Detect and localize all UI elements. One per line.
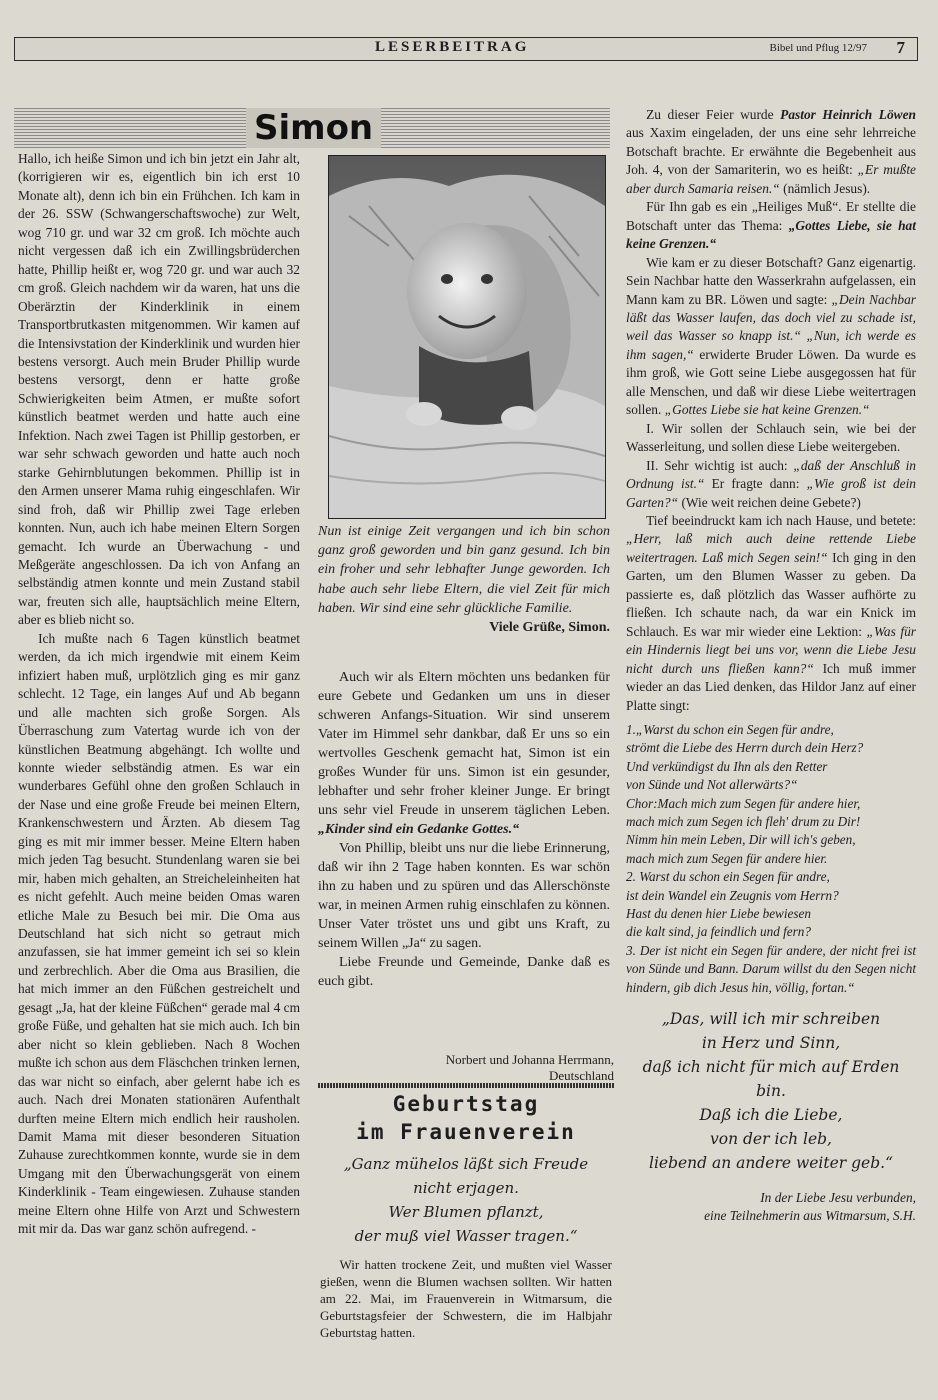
authors — [318, 1052, 614, 1084]
birthday-box — [318, 1090, 614, 1354]
quote: „Was für ein Hindernis liegt bei uns vor, wenn die Liebe Jesu nicht durch uns fließen kann?“ — [626, 623, 916, 676]
paragraph — [626, 457, 916, 512]
text: (Wie weit reichen deine Gebete?) — [681, 494, 861, 510]
song-line: 3. Der ist nicht ein Segen für andere, der nicht frei ist von Sünde und Bann. Darum willst du den Segen nicht hindern, gib dich Jesus hin, völlig, fortan.“ — [626, 942, 916, 995]
closing-line: In der Liebe Jesu verbunden, — [760, 1190, 916, 1206]
song-line: Und verkündigst du Ihn als den Retter — [626, 758, 828, 774]
poem-line: liebend an andere weiter geb.“ — [649, 1154, 893, 1173]
article-title: Simon — [246, 108, 381, 148]
title-band — [14, 108, 610, 148]
emphasis: „Kinder sind ein Gedanke Gottes.“ — [318, 822, 520, 837]
box-title-line-2: im Frauenverein — [356, 1120, 576, 1144]
paragraph — [318, 668, 610, 839]
text: II. Sehr wichtig ist auch: — [646, 457, 788, 473]
poem-line: in Herz und Sinn, — [701, 1034, 841, 1053]
column-1 — [18, 150, 300, 1239]
quote-line: „Ganz mühelos läßt sich Freude — [343, 1155, 589, 1173]
closing-line: eine Teilnehmerin aus Witmarsum, S.H. — [704, 1208, 916, 1224]
text: Zu dieser Feier wurde — [646, 107, 774, 122]
song-line: ist dein Wandel ein Zeugnis vom Herrn? — [626, 887, 839, 903]
text: Ich muß immer wieder an das Lied denken, das Hildor Janz auf einer Platte singt: — [626, 660, 916, 713]
paragraph — [626, 198, 916, 253]
text: Ich ging in den Garten, um den Blumen Wasser zu geben. Da passierte es, daß plötzlich das Wasser aufhörte zu fließen. Ich schaute nach, da war ein Knick im Schlauch. Es war mir wieder eine Lektion: — [626, 549, 916, 639]
song-line: mach mich zum Segen ich fleh' drum zu Dir! — [626, 813, 861, 829]
pastor-name: Pastor Heinrich Löwen — [780, 107, 916, 122]
box-divider — [318, 1083, 614, 1088]
poem-line: Daß ich die Liebe, — [699, 1106, 843, 1125]
text: Tief beeindruckt kam ich nach Hause, und betete: — [646, 512, 916, 528]
column-3 — [626, 106, 916, 1225]
paragraph: I. Wir sollen der Schlauch sein, wie bei der Wasserleitung, und sollen diese Liebe weitergeben. — [626, 420, 916, 455]
quote: „Er mußte aber durch Samaria reisen.“ — [626, 162, 916, 196]
paragraph: Hallo, ich heiße Simon und ich bin jetzt ein Jahr alt, (korrigieren wir es, eigentlich bin ich erst 10 Monate alt), denn ich bin ein Frühchen. Ich kam in der 26. SSW (Schwangerschaftswoche) zur Welt, wog 710 gr. und war 32 cm groß. Ich möchte auch nicht vergessen daß ich ein Zwillingsbrüderchen hatte, Phillip heißt er, wog 720 gr. und war auch 32 cm groß. Gleich nachdem wir da waren, hat uns die Oberärztin der Kinderklinik in einem Transportbrutkasten mitgenommen. Wir kamen auf die Intensivstation der Kinderklinik und wurden hier bestens versorgt. Auch mein Bruder Phillip wurde bestens versorgt, denn er hatte große Schwierigkeiten beim Atmen, er mußte sofort künstlich beatmet werden und hatte auch eine Infektion. Nach zwei Tagen ist Phillip gestorben, er war sehr schwach geworden und hatte auch noch starke Gehirnblutungen bekommen. Phillip ist in den Armen unserer Mama ruhig eingeschlafen. Wir sind froh, daß wir Phillip zwei Tage erleben konnten. Nun, auch ich habe meinen Eltern Sorgen gemacht. Ich wurde an Überwachung - und Meßgeräte angeschlossen. Da ich von Anfang an selbständig atmen konnte und mein Zustand stabil war, freuten sich alle, hauptsächlich meine Eltern, aber es blieb nicht so. — [18, 151, 300, 628]
song-line: 1.„Warst du schon ein Segen für andre, — [626, 721, 834, 737]
poem-line: „Das, will ich mir schreiben — [661, 1010, 881, 1029]
box-title-line-1: Geburtstag — [392, 1092, 540, 1116]
poem-line: daß ich nicht für mich auf Erden bin. — [642, 1058, 900, 1101]
song-line: Nimm hin mein Leben, Dir will ich's geben, — [626, 832, 856, 848]
song-line: Chor:Mach mich zum Segen für andere hier, — [626, 795, 861, 811]
box-text: Wir hatten trockene Zeit, und mußten viel Wasser gießen, wenn die Blumen wachsen sollten. Wir hatten am 22. Mai, im Frauenverein in Witmarsum, die Geburtstagsfeier der Schwestern, die im Halbjahr Geburtstag hatten. — [320, 1257, 612, 1340]
song-line: Hast du denen hier Liebe bewiesen — [626, 906, 811, 922]
poem — [626, 1007, 916, 1175]
baby-photo-image — [329, 156, 605, 518]
page-header — [14, 37, 918, 61]
quote-line: der muß viel Wasser tragen.“ — [354, 1227, 578, 1245]
quote: „Dein Nachbar läßt das Wasser laufen, das doch viel zu schade ist, weil das Wasser so knapp ist.“ „Nun, ich werde es ihm sagen,“ — [626, 291, 916, 362]
song-line: 2. Warst du schon ein Segen für andre, — [626, 869, 830, 885]
author-names: Norbert und Johanna Herrmann, — [445, 1052, 614, 1067]
column-2 — [318, 668, 610, 991]
song-line: strömt die Liebe des Herrn durch dein Herz? — [626, 740, 864, 756]
text: aus Xaxim eingeladen, der uns eine sehr lehrreiche Botschaft brachte. Er erwähnte die Begebenheit aus Joh. 4, von der Samariterin, wo es heißt: — [626, 125, 916, 178]
paragraph — [626, 106, 916, 198]
closing — [626, 1189, 916, 1225]
baby-photo — [328, 155, 606, 519]
song-line: von Sünde und Not allerwärts?“ — [626, 777, 798, 793]
quote-line: nicht erjagen. — [413, 1179, 519, 1197]
author-country: Deutschland — [549, 1068, 614, 1083]
song-line: mach mich zum Segen für andere hier. — [626, 850, 828, 866]
caption-text: Nun ist einige Zeit vergangen und ich bin schon ganz groß geworden und bin ganz gesund. Ich bin ein froher und sehr lebhafter Junge geworden. Ich habe auch sehr liebe Eltern, die viel Zeit für mich haben. Wir sind eine sehr glückliche Familie. — [318, 524, 610, 616]
text: erwiderte Bruder Löwen. Da wurde es ihm groß, wie Gott seine Liebe ausgegossen hat für alle Menschen, und daß wir diese Liebe weitertragen sollen. — [626, 346, 916, 418]
song-lyrics — [626, 721, 916, 997]
text: Für Ihn gab es ein „Heiliges Muß“. Er stellte die Botschaft unter das Thema: — [626, 199, 916, 233]
page-number: 7 — [896, 38, 905, 57]
text: Er fragte dann: — [711, 476, 800, 492]
text: Wie kam er zu dieser Botschaft? Ganz eigenartig. Sein Nachbar hatte den Wasserkrahn aufgelassen, ein Mann kam zu BR. Löwen und sagte: — [626, 254, 916, 307]
box-quote — [318, 1152, 614, 1248]
section-label: LESERBEITRAG — [375, 39, 530, 55]
paragraph: Von Phillip, bleibt uns nur die liebe Erinnerung, daß wir ihn 2 Tage haben konnten. Es war schön ihn zu haben und zu spüren und das Allerschönste war, in meinen Armen ruhig einschlafen zu können. Unser Vater tröstet uns und gibt uns Kraft, zu seinem Willen „Ja“ zu sagen. — [318, 841, 610, 951]
quote-line: Wer Blumen pflanzt, — [388, 1203, 544, 1221]
quote: „Gottes Liebe sie hat keine Grenzen.“ — [664, 402, 870, 418]
paragraph: Liebe Freunde und Gemeinde, Danke daß es euch gibt. — [318, 955, 610, 989]
poem-line: von der ich leb, — [710, 1130, 832, 1149]
song-line: die kalt sind, ja feindlich und fern? — [626, 924, 811, 940]
paragraph-text: Auch wir als Eltern möchten uns bedanken für eure Gebete und Gedanken um uns in dieser schweren Anfangs-Situation. Wir sind unserem Vater im Himmel sehr dankbar, daß Er uns so ein wertvolles Geschenk gemacht hat, Simon ist ein großes Wunder für uns. Simon ist ein gesunder, lebhafter und sehr froher kleiner Junge. Er bringt uns sehr viel Freude in unserem täglichen Leben. — [318, 670, 610, 818]
theme: „Gottes Liebe, sie hat keine Grenzen.“ — [626, 217, 916, 252]
quote: „Herr, laß mich auch deine rettende Liebe weitertragen. Laß mich Segen sein!“ — [626, 531, 916, 565]
caption-signature: Viele Grüße, Simon. — [489, 620, 610, 636]
paragraph — [626, 512, 916, 715]
text: (nämlich Jesus). — [783, 180, 871, 196]
photo-caption — [318, 522, 610, 637]
quote: „Wie groß ist dein Garten?“ — [626, 476, 917, 510]
paragraph: Ich mußte nach 6 Tagen künstlich beatmet werden, da ich mich irgendwie mit einem Keim infiziert haben muß, urplötzlich ging es mir ganz schlecht. 12 Tage, ein langes Auf und Ab begann und alle machten sich große Sorgen. Als Überraschung zum Vatertag wurde ich von der künstlichen Beatmung abgehängt. Ich wollte und konnte wieder selbständig atmen. Es war ein wunderbares Gefühl ohne den großen Schlauch in der Nase und eine große Freude bei meinen Eltern, Krankenschwestern und Ärzten. Ab diesem Tag ging es mit mir immer besser. Meine Eltern haben mich jeden Tag besucht. Stundenlang waren sie bei mir, haben mich gehalten, an Streicheleinheiten hat es nicht gefehlt. Auch meine beiden Omas waren etliche Male zu Besuch bei mir. Die Oma aus Deutschland hat sich nicht so getraut mich anzufassen, sie hat immer gemeint ich sei so klein und zerbrechlich. Aber die Oma aus Brasilien, die hat mich immer an den Füßchen gestreichelt und gesagt „Ja, hat der kleine Füßchen“ gerade mal 4 cm große Füße, und gehalten hat sie mich auch. Ich bin aber nicht so klein geblieben. Nach 8 Wochen mußte ich schon aus dem Fläschchen trinken lernen, das war nicht so einfach, aber gelernt habe ich es auch. Nach drei Monaten stationären Aufenthalt durften meine Eltern mich endlich heir rausholen. Damit Mama mit dieser besonderen Situation Zuhause zurechtkommen konnte, wurde sie in dem Umgang mit den Überwachungsgerät von einem Kinderklinik - Team eingewiesen. Zuhause standen meine Eltern ohne Hilfe von Arzt und Schwestern mit mir da. Das war ganz schön aufregend. - — [18, 630, 300, 1237]
quote: „daß der Anschluß in Ordnung ist.“ — [626, 457, 916, 492]
paragraph — [626, 254, 916, 420]
publication-label: Bibel und Pflug 12/97 — [769, 42, 867, 54]
